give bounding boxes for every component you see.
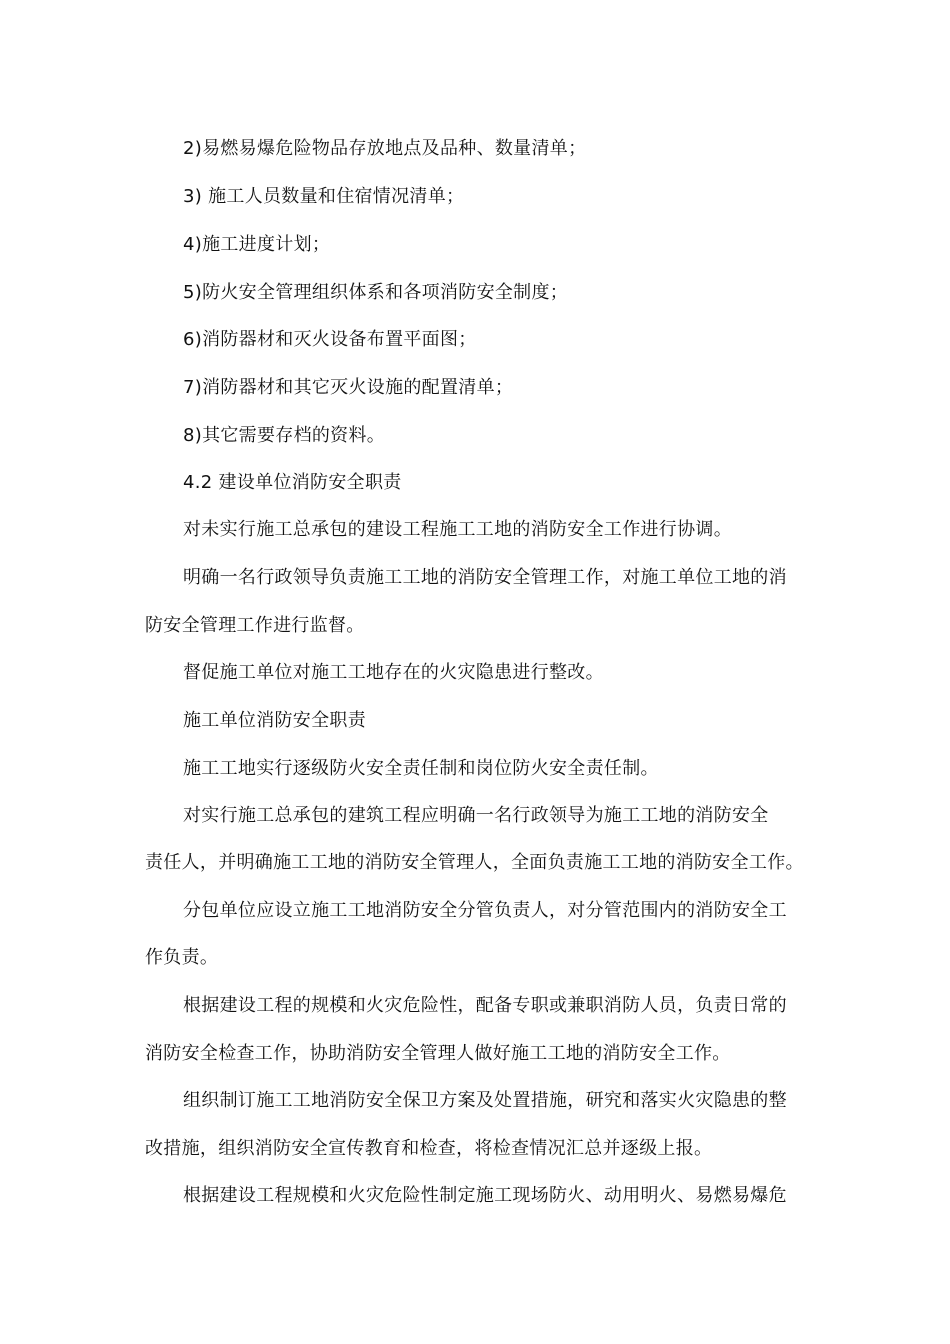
paragraph-line: 根据建设工程的规模和火灾危险性，配备专职或兼职消防人员，负责日常的 [183,995,787,1016]
section-heading: 4.2 建设单位消防安全职责 [183,472,402,493]
paragraph-line: 施工工地实行逐级防火安全责任制和岗位防火安全责任制。 [183,758,659,779]
paragraph-line: 消防安全检查工作，协助消防安全管理人做好施工工地的消防安全工作。 [145,1043,731,1064]
paragraph-line: 作负责。 [145,947,219,968]
paragraph-line: 对实行施工总承包的建筑工程应明确一名行政领导为施工工地的消防安全 [183,805,769,826]
list-item-4: 4)施工进度计划； [183,234,331,255]
paragraph-line: 明确一名行政领导负责施工工地的消防安全管理工作，对施工单位工地的消 [183,567,787,588]
paragraph-line: 督促施工单位对施工工地存在的火灾隐患进行整改。 [183,662,604,683]
list-item-7: 7)消防器材和其它灭火设施的配置清单； [183,377,514,398]
paragraph-line: 对未实行施工总承包的建设工程施工工地的消防安全工作进行协调。 [183,519,732,540]
list-item-2: 2)易燃易爆危险物品存放地点及品种、数量清单； [183,138,587,159]
subsection-heading: 施工单位消防安全职责 [183,710,366,731]
paragraph-line: 分包单位应设立施工工地消防安全分管负责人，对分管范围内的消防安全工 [183,900,787,921]
paragraph-line: 根据建设工程规模和火灾危险性制定施工现场防火、动用明火、易燃易爆危 [183,1185,787,1206]
paragraph-line: 防安全管理工作进行监督。 [145,615,365,636]
list-item-3: 3) 施工人员数量和住宿情况清单； [183,186,465,207]
list-item-8: 8)其它需要存档的资料。 [183,425,386,446]
paragraph-line: 组织制订施工工地消防安全保卫方案及处置措施，研究和落实火灾隐患的整 [183,1090,787,1111]
paragraph-line: 责任人，并明确施工工地的消防安全管理人，全面负责施工工地的消防安全工作。 [145,852,804,873]
paragraph-line: 改措施，组织消防安全宣传教育和检查，将检查情况汇总并逐级上报。 [145,1138,713,1159]
list-item-6: 6)消防器材和灭火设备布置平面图； [183,329,477,350]
list-item-5: 5)防火安全管理组织体系和各项消防安全制度； [183,282,569,303]
